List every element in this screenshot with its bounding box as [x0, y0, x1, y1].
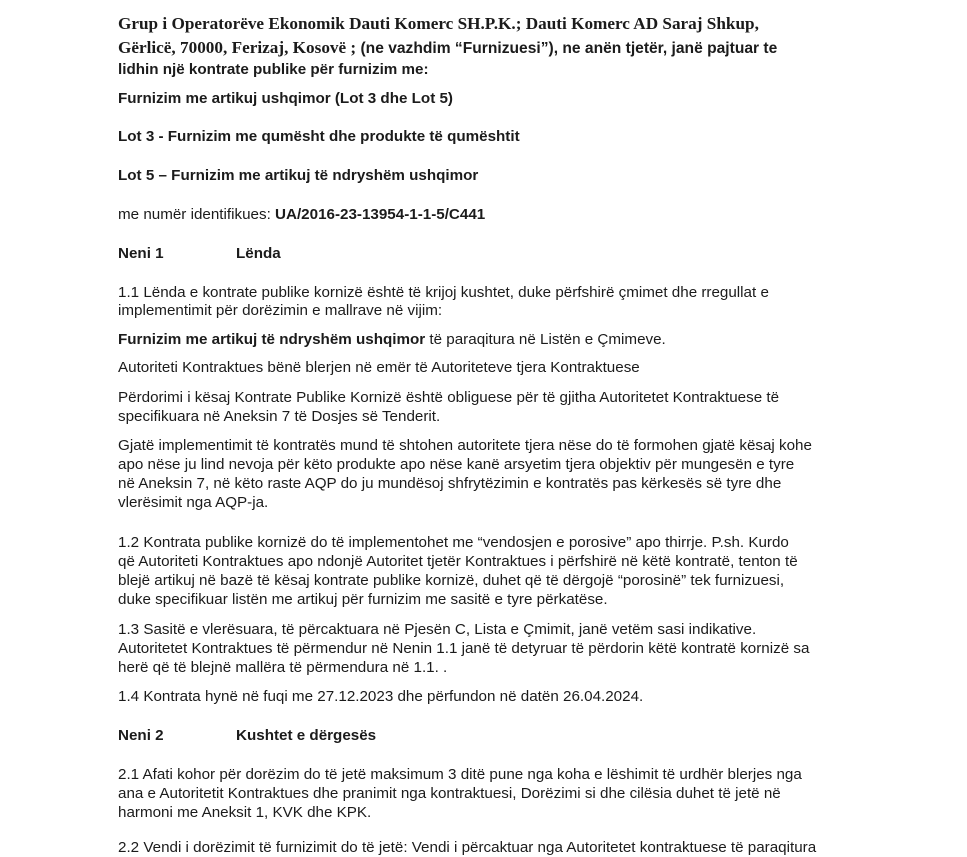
usage-line-2: specifikuara në Aneksin 7 të Dosjes së Tenderit.	[118, 408, 441, 425]
authority-line: Autoriteti Kontraktues bënë blerjen në emër të Autoriteteve tjera Kontraktuese	[118, 359, 640, 376]
lot-5-title: Lot 5 – Furnizim me artikuj të ndryshëm ushqimor	[118, 167, 479, 184]
item-line	[118, 330, 666, 349]
para-1-3-line-3: herë që të blejnë mallëra të përmendura në 1.1. .	[118, 659, 448, 676]
para-1-1-line-1: 1.1 Lënda e kontrate publike kornizë është të krijoj kushtet, duke përfshirë çmimet dhe rregullat e	[118, 284, 769, 301]
para-1-2-line-1: 1.2 Kontrata publike kornizë do të implementohet me “vendosjen e porosive” apo thirrje. P.sh. Kurdo	[118, 534, 789, 551]
para-1-1-line-2: implementimit për dorëzimin e mallrave në vijim:	[118, 302, 443, 319]
item-bold: Furnizim me artikuj të ndryshëm ushqimor	[118, 331, 426, 348]
lot-3-title: Lot 3 - Furnizim me qumësht dhe produkte të qumështit	[118, 128, 520, 145]
impl-line-4: vlerësimit nga AQP-ja.	[118, 494, 269, 511]
id-value: UA/2016-23-13954-1-1-5/C441	[275, 206, 486, 223]
para-1-2-line-4: duke specifikuar listën me artikuj për furnizim me sasitë e tyre përkatëse.	[118, 591, 608, 608]
para-1-4: 1.4 Kontrata hynë në fuqi me 27.12.2023 dhe përfundon në datën 26.04.2024.	[118, 688, 644, 705]
para-1-2-line-3: blejë artikuj në bazë të kësaj kontrate publike kornizë, duhet që të dërgojë “porosinë” tek furnizuesi,	[118, 572, 785, 589]
para-1-3-line-2: Autoritetet Kontraktues të përmendur në Nenin 1.1 janë të detyruar të përdorin këtë kontratë kornizë sa	[118, 640, 810, 657]
intro-line-3: lidhin një kontrate publike për furnizim me:	[118, 61, 429, 78]
para-1-3-line-1: 1.3 Sasitë e vlerësuara, të përcaktuara në Pjesën C, Lista e Çmimit, janë vetëm sasi indikative.	[118, 621, 757, 638]
subject-title: Furnizim me artikuj ushqimor (Lot 3 dhe Lot 5)	[118, 90, 453, 107]
para-1-2-line-2: që Autoriteti Kontraktues apo ndonjë Autoritet tjetër Kontraktues i përfshirë në këtë kontratë, tenton të	[118, 553, 798, 570]
para-2-2-partial-line: 2.2 Vendi i dorëzimit të furnizimit do të jetë: Vendi i përcaktuar nga Autoritetet kontraktuese të paraqitura	[118, 839, 817, 856]
article-2-title: Kushtet e dërgesës	[236, 727, 377, 744]
para-2-1-line-2: ana e Autoritetit Kontraktues dhe pranimit nga kontraktuesi, Dorëzimi si dhe cilësia duhet të jetë në	[118, 785, 781, 802]
item-rest: të paraqitura në Listën e Çmimeve.	[425, 331, 666, 348]
impl-line-3: në Aneksin 7, në këto raste AQP do ju mundësoj shfrytëzimin e kontratës pas kërkesës së tyre dhe	[118, 475, 782, 492]
impl-line-1: Gjatë implementimit të kontratës mund të shtohen autoritete tjera nëse do të formohen gjatë kësaj kohe	[118, 437, 812, 454]
identification-number	[118, 205, 485, 224]
intro-line-2-serif: Gërlicë, 70000, Ferizaj, Kosovë ;	[118, 38, 357, 57]
impl-line-2: apo nëse ju lind nevoja për këto produkte apo nëse kanë arsyetim tjera objektiv për mungesën e tyre	[118, 456, 795, 473]
para-2-1-line-3: harmoni me Aneksit 1, KVK dhe KPK.	[118, 804, 372, 821]
usage-line-1: Përdorimi i kësaj Kontrate Publike Kornizë është obliguese për të gjitha Autoritetet Kontraktuese të	[118, 389, 780, 406]
article-1-label: Neni 1	[118, 245, 164, 262]
article-2-heading	[118, 726, 376, 745]
intro-line-1: Grup i Operatorëve Ekonomik Dauti Komerc SH.P.K.; Dauti Komerc AD Saraj Shkup,	[118, 14, 759, 33]
intro-line-2	[118, 38, 777, 58]
para-2-1-line-1: 2.1 Afati kohor për dorëzim do të jetë maksimum 3 ditë pune nga koha e lëshimit të urdhër blerjes nga	[118, 766, 802, 783]
article-2-label: Neni 2	[118, 727, 164, 744]
article-1-title: Lënda	[236, 245, 281, 262]
intro-line-2-sans: (ne vazhdim “Furnizuesi”), ne anën tjetër, janë pajtuar te	[356, 40, 778, 57]
article-1-heading	[118, 244, 281, 263]
id-label: me numër identifikues:	[118, 206, 276, 223]
